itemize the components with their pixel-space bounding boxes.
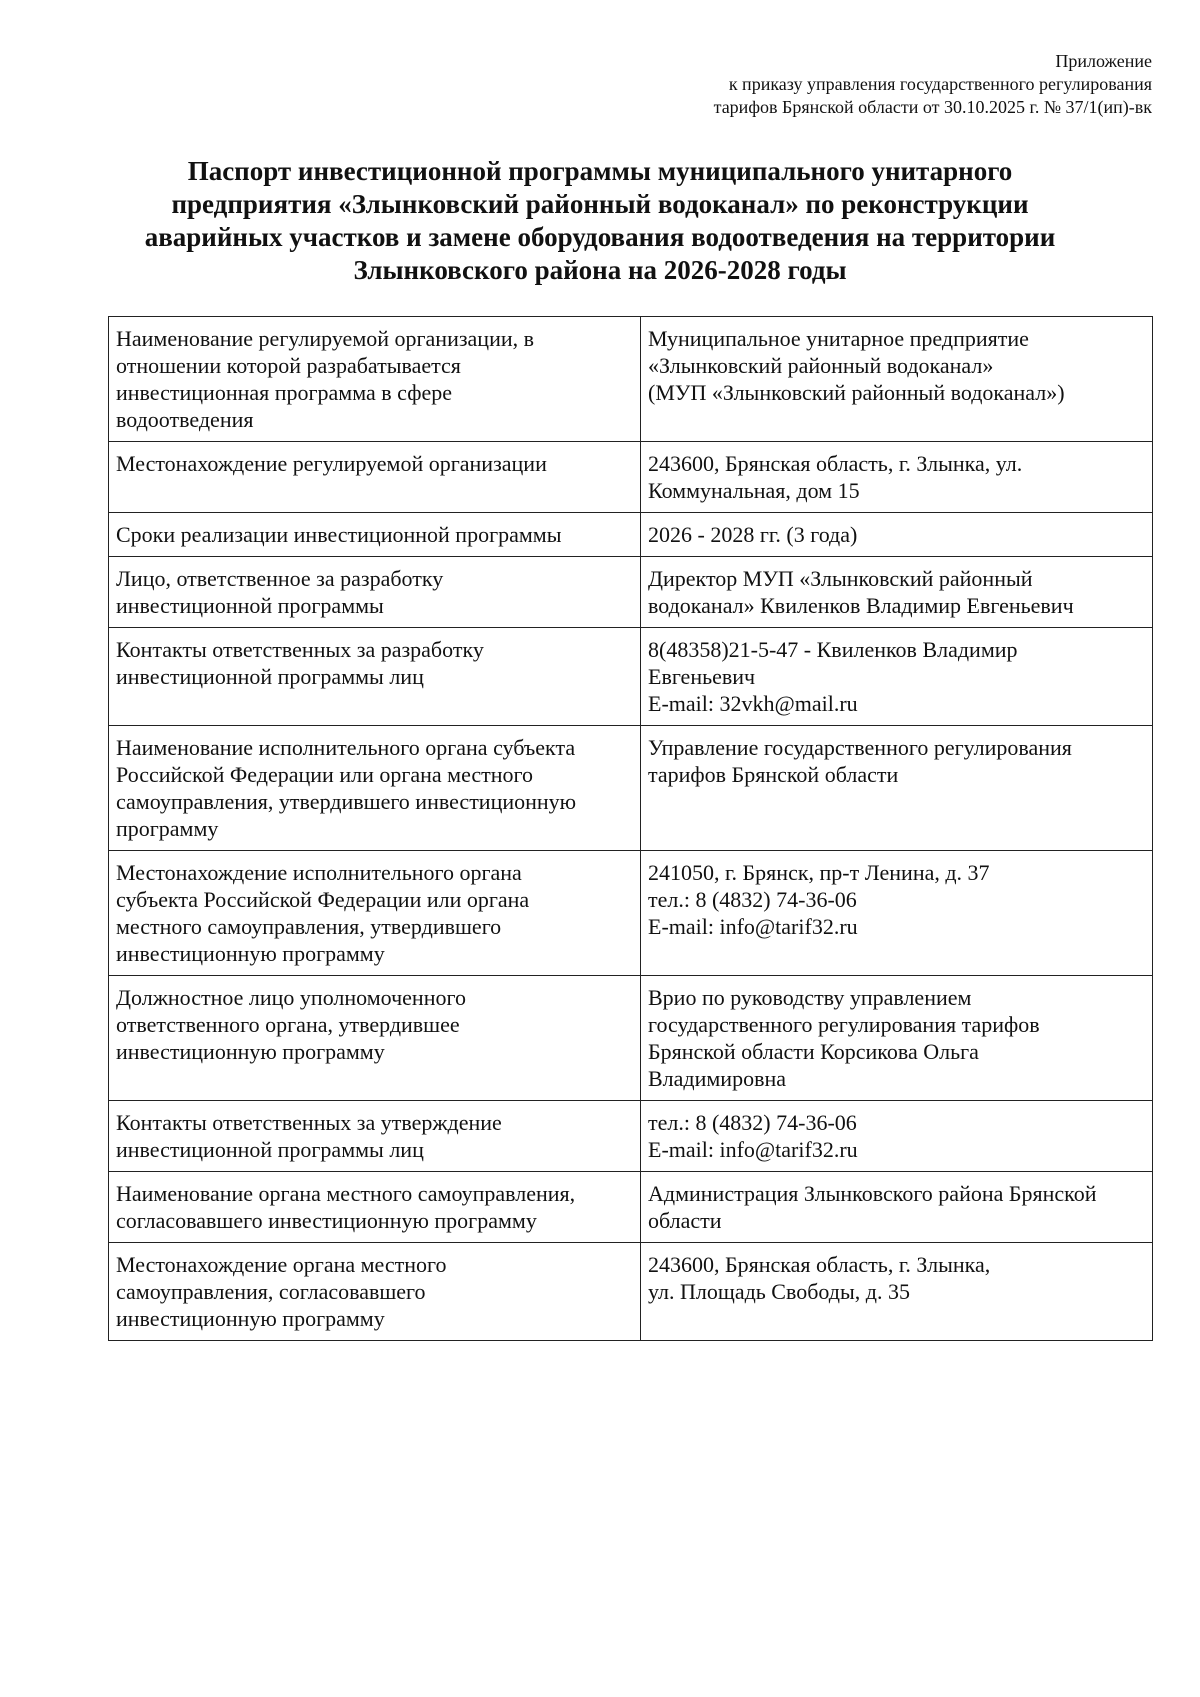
row-value-line: Брянской области Корсикова Ольга bbox=[648, 1039, 979, 1064]
row-value-line: ул. Площадь Свободы, д. 35 bbox=[648, 1279, 910, 1304]
row-value-cell bbox=[641, 317, 1153, 442]
row-label-line: инвестиционная программа в сфере bbox=[116, 380, 452, 405]
row-label-line: Местонахождение регулируемой организации bbox=[116, 451, 547, 476]
passport-table bbox=[108, 316, 1153, 1341]
row-label-cell bbox=[109, 442, 641, 513]
row-label-line: инвестиционной программы bbox=[116, 593, 384, 618]
row-value-cell bbox=[641, 628, 1153, 726]
row-label-line: водоотведения bbox=[116, 407, 254, 432]
row-value-line: 243600, Брянская область, г. Злынка, bbox=[648, 1252, 991, 1277]
row-label-cell bbox=[109, 851, 641, 976]
row-value-line: 243600, Брянская область, г. Злынка, ул. bbox=[648, 451, 1023, 476]
row-value-line: E-mail: 32vkh@mail.ru bbox=[648, 691, 858, 716]
row-value-line: 8(48358)21-5-47 - Квиленков Владимир bbox=[648, 637, 1018, 662]
row-label-line: инвестиционную программу bbox=[116, 1039, 385, 1064]
row-value-cell bbox=[641, 513, 1153, 557]
table-row bbox=[109, 513, 1153, 557]
row-value-line: Врио по руководству управлением bbox=[648, 985, 972, 1010]
row-label-line: инвестиционную программу bbox=[116, 1306, 385, 1331]
row-label-line: Местонахождение органа местного bbox=[116, 1252, 447, 1277]
row-label-line: Контакты ответственных за разработку bbox=[116, 637, 484, 662]
row-label-cell bbox=[109, 628, 641, 726]
table-row bbox=[109, 726, 1153, 851]
row-label-cell bbox=[109, 513, 641, 557]
title-line: аварийных участков и замене оборудования водоотведения на территории bbox=[144, 222, 1056, 252]
row-label-line: инвестиционной программы лиц bbox=[116, 1137, 424, 1162]
row-label-cell bbox=[109, 1101, 641, 1172]
table-row bbox=[109, 442, 1153, 513]
appendix-line: Приложение bbox=[1055, 51, 1152, 71]
row-value-line: E-mail: info@tarif32.ru bbox=[648, 1137, 858, 1162]
row-label-line: Должностное лицо уполномоченного bbox=[116, 985, 466, 1010]
row-value-line: тел.: 8 (4832) 74-36-06 bbox=[648, 887, 857, 912]
appendix-line: тарифов Брянской области от 30.10.2025 г. № 37/1(ип)-вк bbox=[713, 97, 1152, 117]
row-label-line: отношении которой разрабатывается bbox=[116, 353, 461, 378]
row-label-line: ответственного органа, утвердившее bbox=[116, 1012, 460, 1037]
title-line: Паспорт инвестиционной программы муниципального унитарного bbox=[187, 156, 1013, 186]
title-line: предприятия «Злынковский районный водоканал» по реконструкции bbox=[171, 189, 1029, 219]
row-value-cell bbox=[641, 976, 1153, 1101]
row-label-line: Наименование органа местного самоуправления, bbox=[116, 1181, 576, 1206]
row-value-line: (МУП «Злынковский районный водоканал») bbox=[648, 380, 1065, 405]
row-value-line: Владимировна bbox=[648, 1066, 787, 1091]
row-value-line: 2026 - 2028 гг. (3 года) bbox=[648, 522, 858, 547]
row-value-line: 241050, г. Брянск, пр-т Ленина, д. 37 bbox=[648, 860, 990, 885]
row-value-line: «Злынковский районный водоканал» bbox=[648, 353, 994, 378]
row-value-line: тел.: 8 (4832) 74-36-06 bbox=[648, 1110, 857, 1135]
row-value-line: водоканал» Квиленков Владимир Евгеньевич bbox=[648, 593, 1074, 618]
row-label-cell bbox=[109, 1243, 641, 1341]
row-label-line: инвестиционную программу bbox=[116, 941, 385, 966]
appendix-header bbox=[714, 50, 1152, 119]
table-row bbox=[109, 557, 1153, 628]
row-label-line: Местонахождение исполнительного органа bbox=[116, 860, 522, 885]
row-label-line: местного самоуправления, утвердившего bbox=[116, 914, 502, 939]
row-label-cell bbox=[109, 317, 641, 442]
row-label-line: Наименование исполнительного органа субъекта bbox=[116, 735, 576, 760]
row-label-line: Сроки реализации инвестиционной программы bbox=[116, 522, 562, 547]
row-value-line: государственного регулирования тарифов bbox=[648, 1012, 1040, 1037]
row-value-line: тарифов Брянской области bbox=[648, 762, 899, 787]
row-label-cell bbox=[109, 726, 641, 851]
table-row bbox=[109, 628, 1153, 726]
table-row bbox=[109, 1101, 1153, 1172]
row-value-cell bbox=[641, 1172, 1153, 1243]
table-row bbox=[109, 851, 1153, 976]
row-label-line: Российской Федерации или органа местного bbox=[116, 762, 534, 787]
row-value-line: Управление государственного регулирования bbox=[648, 735, 1072, 760]
row-value-cell bbox=[641, 1243, 1153, 1341]
row-label-line: самоуправления, согласовавшего bbox=[116, 1279, 426, 1304]
row-label-line: Лицо, ответственное за разработку bbox=[116, 566, 444, 591]
row-value-line: Директор МУП «Злынковский районный bbox=[648, 566, 1033, 591]
row-value-cell bbox=[641, 1101, 1153, 1172]
row-value-line: области bbox=[648, 1208, 722, 1233]
document-title bbox=[100, 155, 1100, 287]
appendix-line: к приказу управления государственного регулирования bbox=[728, 74, 1152, 94]
row-value-cell bbox=[641, 726, 1153, 851]
row-value-line: Муниципальное унитарное предприятие bbox=[648, 326, 1029, 351]
table-row bbox=[109, 1243, 1153, 1341]
row-label-line: самоуправления, утвердившего инвестиционную bbox=[116, 789, 577, 814]
row-value-line: E-mail: info@tarif32.ru bbox=[648, 914, 858, 939]
row-label-line: Контакты ответственных за утверждение bbox=[116, 1110, 502, 1135]
row-label-cell bbox=[109, 557, 641, 628]
row-label-line: инвестиционной программы лиц bbox=[116, 664, 424, 689]
table-row bbox=[109, 1172, 1153, 1243]
row-value-line: Евгеньевич bbox=[648, 664, 756, 689]
row-label-line: Наименование регулируемой организации, в bbox=[116, 326, 535, 351]
row-label-line: субъекта Российской Федерации или органа bbox=[116, 887, 530, 912]
row-value-line: Коммунальная, дом 15 bbox=[648, 478, 860, 503]
row-value-line: Администрация Злынковского района Брянской bbox=[648, 1181, 1097, 1206]
row-label-cell bbox=[109, 1172, 641, 1243]
row-value-cell bbox=[641, 557, 1153, 628]
passport-table-body bbox=[109, 317, 1153, 1341]
table-row bbox=[109, 976, 1153, 1101]
title-line: Злынковского района на 2026-2028 годы bbox=[353, 255, 847, 285]
row-label-line: согласовавшего инвестиционную программу bbox=[116, 1208, 537, 1233]
row-value-cell bbox=[641, 851, 1153, 976]
row-value-cell bbox=[641, 442, 1153, 513]
row-label-line: программу bbox=[116, 816, 219, 841]
table-row bbox=[109, 317, 1153, 442]
row-label-cell bbox=[109, 976, 641, 1101]
